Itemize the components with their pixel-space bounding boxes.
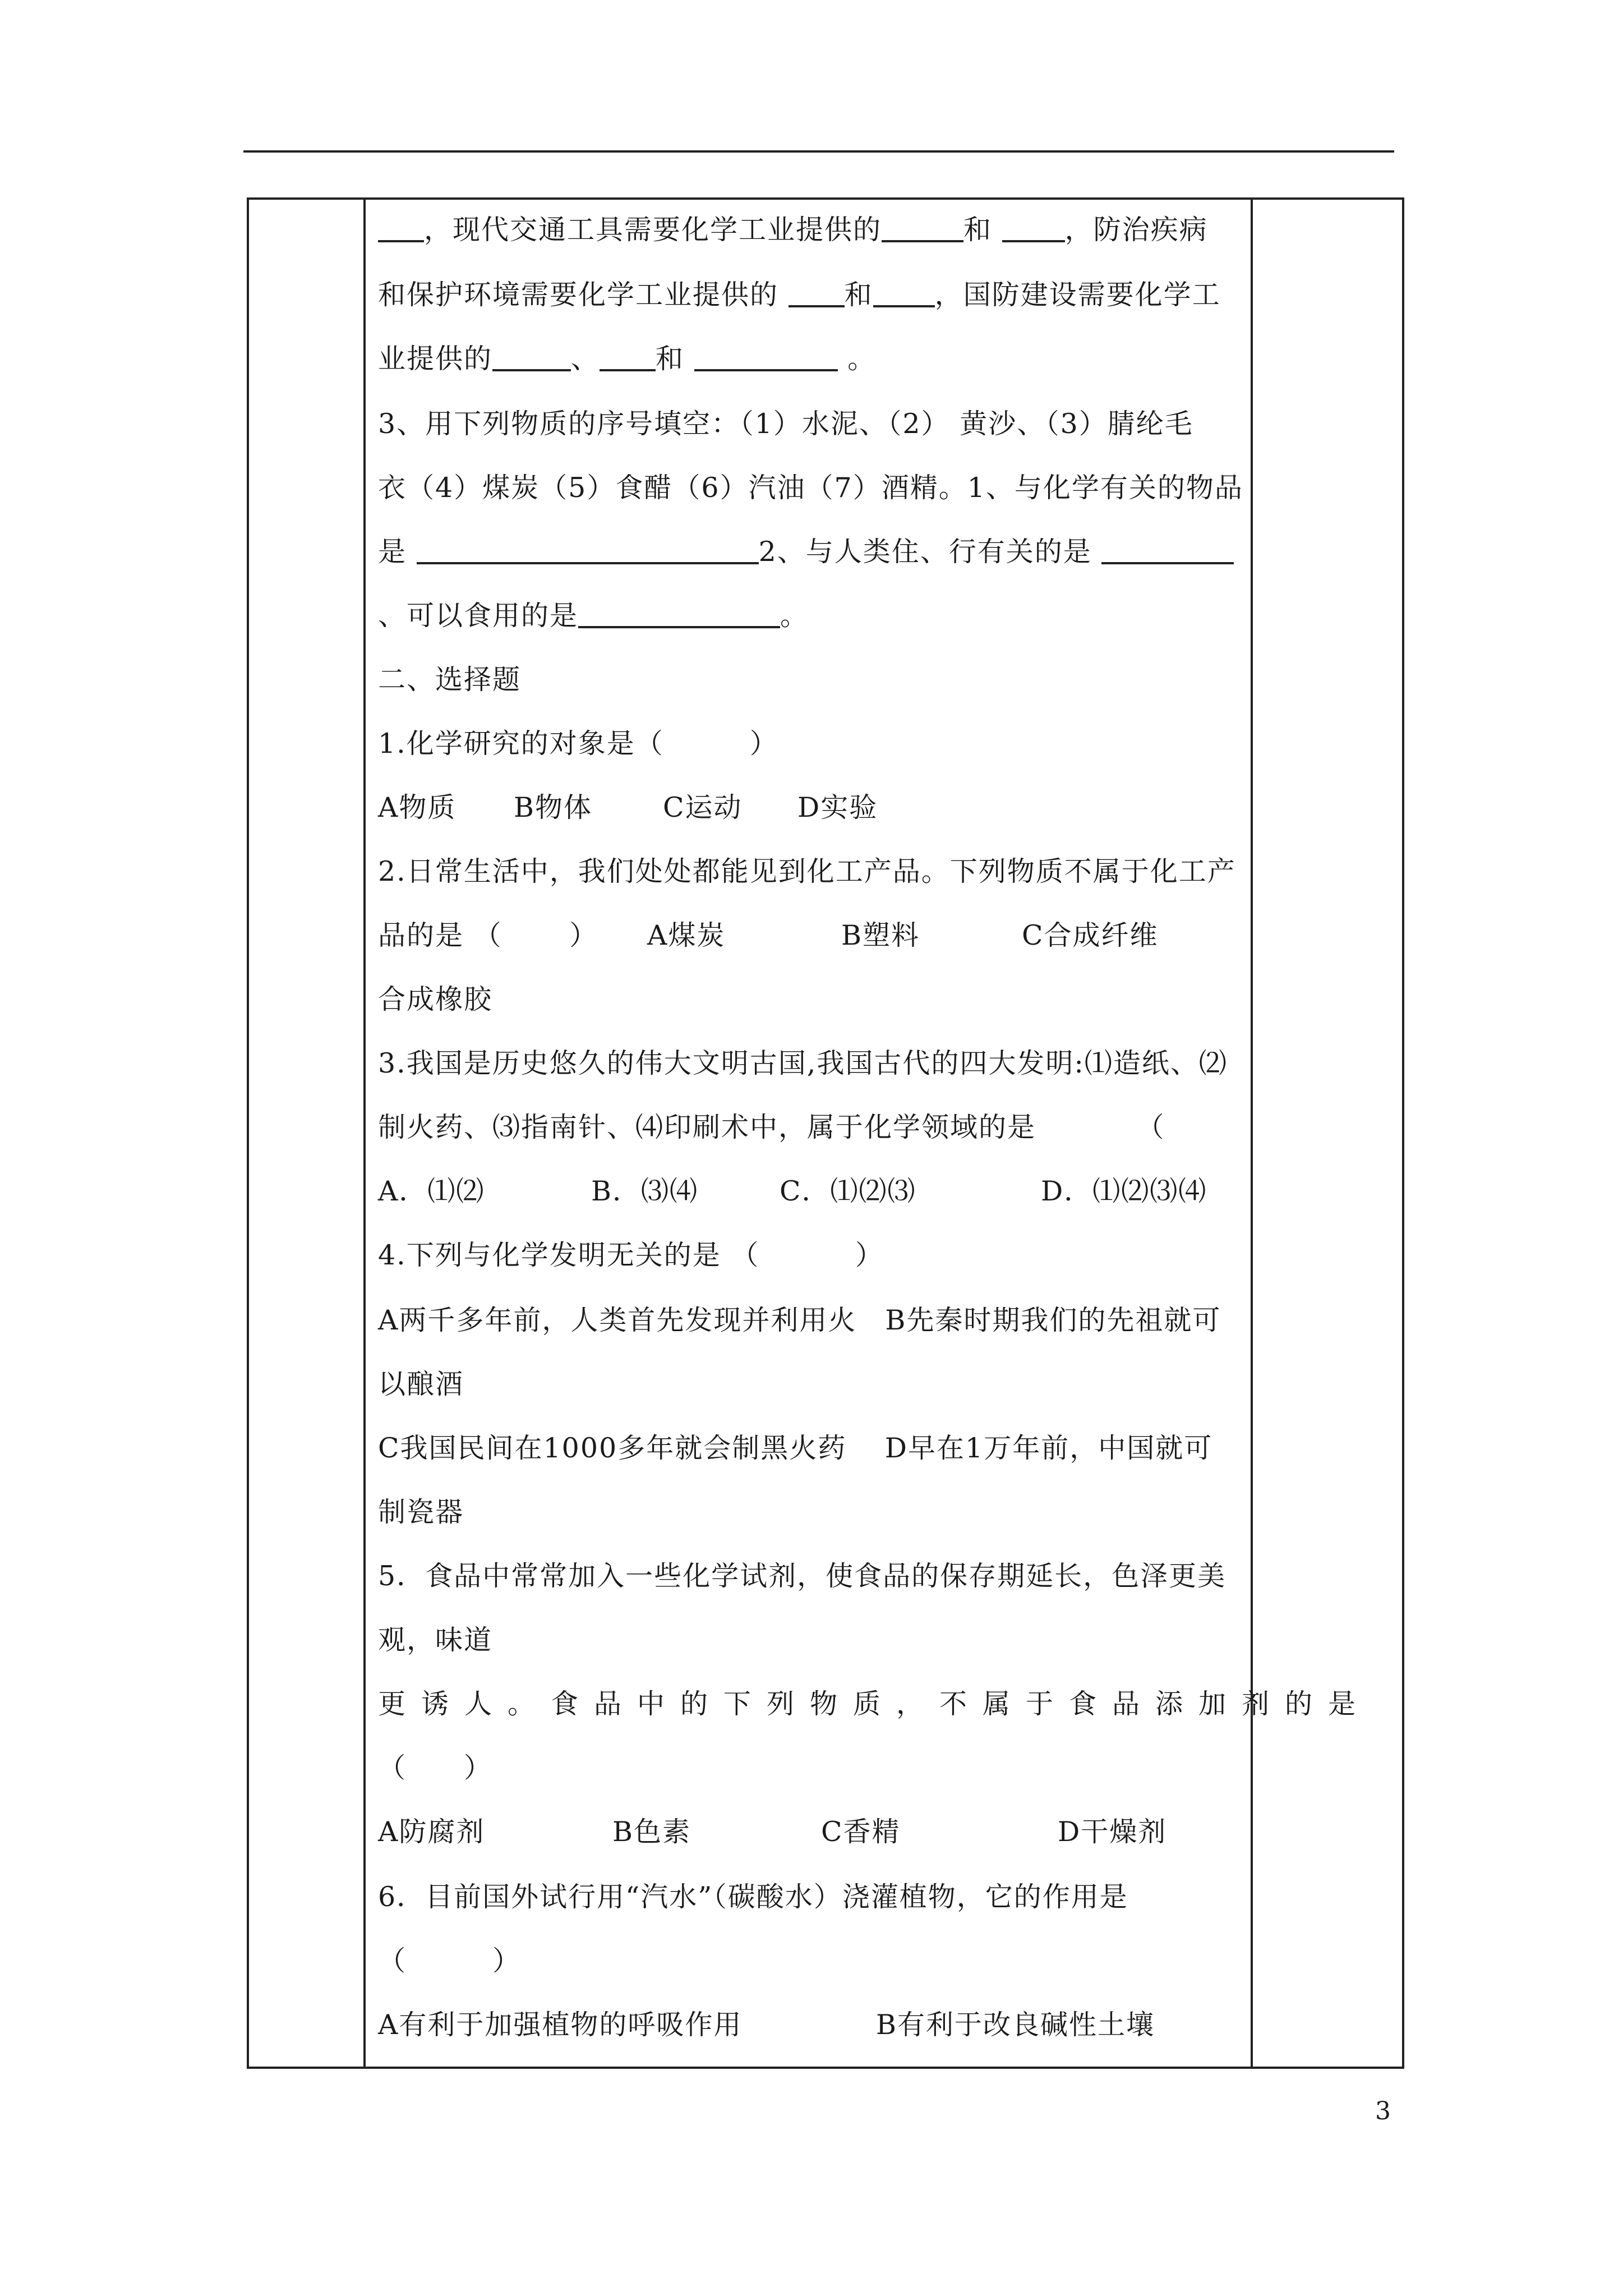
question-4-options-ab-line-1: A两千多年前，人类首先发现并利用火 B先秦时期我们的先祖就可	[378, 1304, 1221, 1336]
section-title: 二、选择题	[378, 664, 522, 696]
question-3-options	[378, 1175, 1246, 1208]
table-right-column-divider	[1251, 200, 1253, 2067]
fill-in-q3-line-1: 3、用下列物质的序号填空：（1）水泥、（2） 黄沙、（3）腈纶毛	[378, 408, 1193, 440]
fill-in-line-1: ，现代交通工具需要化学工业提供的 和 ，防治疾病	[378, 213, 1208, 247]
option-c: C运动	[663, 792, 743, 823]
question-5-stem-line-3: 更诱人。食品中的下列物质，不属于食品添加剂的是	[378, 1688, 1372, 1720]
option-d: D实验	[797, 792, 878, 823]
fill-in-q3-line-3: 是 2、与人类住、行有关的是	[378, 535, 1234, 569]
question-5-stem-line-2: 观，味道	[378, 1624, 493, 1656]
option-a: A物质	[378, 792, 457, 823]
answer-blank	[492, 343, 571, 371]
option-c: C合成纤维	[1022, 919, 1159, 951]
fill-in-q3-line-4: 、可以食用的是 。	[378, 600, 809, 632]
option-b: B色素	[612, 1816, 691, 1848]
question-5-stem-line-4: （ ）	[378, 1752, 493, 1784]
option-b: B有利于改良碱性土壤	[876, 2009, 1155, 2041]
question-6-stem-line-2: （ ）	[378, 1945, 522, 1977]
page-number: 3	[1375, 2097, 1391, 2125]
fill-in-line-3: 业提供的 、 和 。	[378, 343, 877, 375]
question-5-options	[378, 1815, 1246, 1849]
answer-blank	[882, 214, 963, 242]
question-5-stem-line-1: 5．食品中常常加入一些化学试剂，使食品的保存期延长，色泽更美	[378, 1560, 1227, 1592]
option-b: B物体	[514, 792, 593, 823]
option-c: C．⑴⑵⑶	[780, 1175, 916, 1207]
worksheet-table	[247, 197, 1404, 2069]
question-1-stem: 1.化学研究的对象是（ ）	[378, 728, 778, 760]
option-a: A．⑴⑵	[378, 1175, 485, 1207]
option-d: D干燥剂	[1058, 1816, 1167, 1848]
option-a: A有利于加强植物的呼吸作用	[378, 2009, 743, 2041]
answer-blank	[600, 343, 656, 371]
option-d: D．⑴⑵⑶⑷	[1041, 1175, 1207, 1207]
question-4-stem: 4.下列与化学发明无关的是 （ ）	[378, 1239, 884, 1271]
answer-blank	[789, 279, 845, 307]
question-6-options	[378, 2008, 1246, 2042]
answer-blank	[417, 536, 759, 564]
answer-blank	[1101, 536, 1234, 564]
answer-blank	[694, 343, 838, 371]
answer-blank	[873, 279, 935, 307]
question-3-stem-line-2: 制火药、⑶指南针、⑷印刷术中，属于化学领域的是 （	[378, 1111, 1165, 1143]
option-b: B塑料	[841, 919, 920, 951]
question-2-option-d: 合成橡胶	[378, 983, 493, 1015]
fill-in-line-2: 和保护环境需要化学工业提供的 和 ，国防建设需要化学工	[378, 279, 1221, 311]
fill-in-q3-line-2: 衣（4）煤炭（5）食醋（6）汽油（7）酒精。1、与化学有关的物品	[378, 472, 1243, 504]
answer-blank	[378, 214, 424, 242]
question-2-stem-line-1: 2.日常生活中，我们处处都能见到化工产品。下列物质不属于化工产	[378, 855, 1236, 887]
option-a: A防腐剂	[378, 1816, 485, 1848]
question-1-options	[378, 791, 1246, 825]
question-4-options-ab-line-2: 以酿酒	[378, 1368, 464, 1400]
answer-blank	[578, 600, 780, 628]
option-a: A煤炭	[647, 919, 726, 951]
option-b: B．⑶⑷	[591, 1175, 699, 1207]
question-4-options-cd-line-1: C我国民间在1000多年就会制黑火药 D早在1万年前，中国就可	[378, 1432, 1213, 1464]
question-6-stem-line-1: 6．目前国外试行用“汽水”（碳酸水）浇灌植物，它的作用是	[378, 1881, 1128, 1913]
header-rule	[243, 150, 1394, 153]
option-c: C香精	[821, 1816, 901, 1848]
question-3-stem-line-1: 3.我国是历史悠久的伟大文明古国,我国古代的四大发明:⑴造纸、⑵	[378, 1047, 1228, 1079]
question-4-options-cd-line-2: 制瓷器	[378, 1496, 464, 1528]
answer-blank	[1002, 214, 1065, 242]
table-left-column-divider	[363, 200, 366, 2067]
question-2-stem-line-2: 品的是 （ ） A煤炭 B塑料 C合成纤维	[378, 919, 1159, 951]
